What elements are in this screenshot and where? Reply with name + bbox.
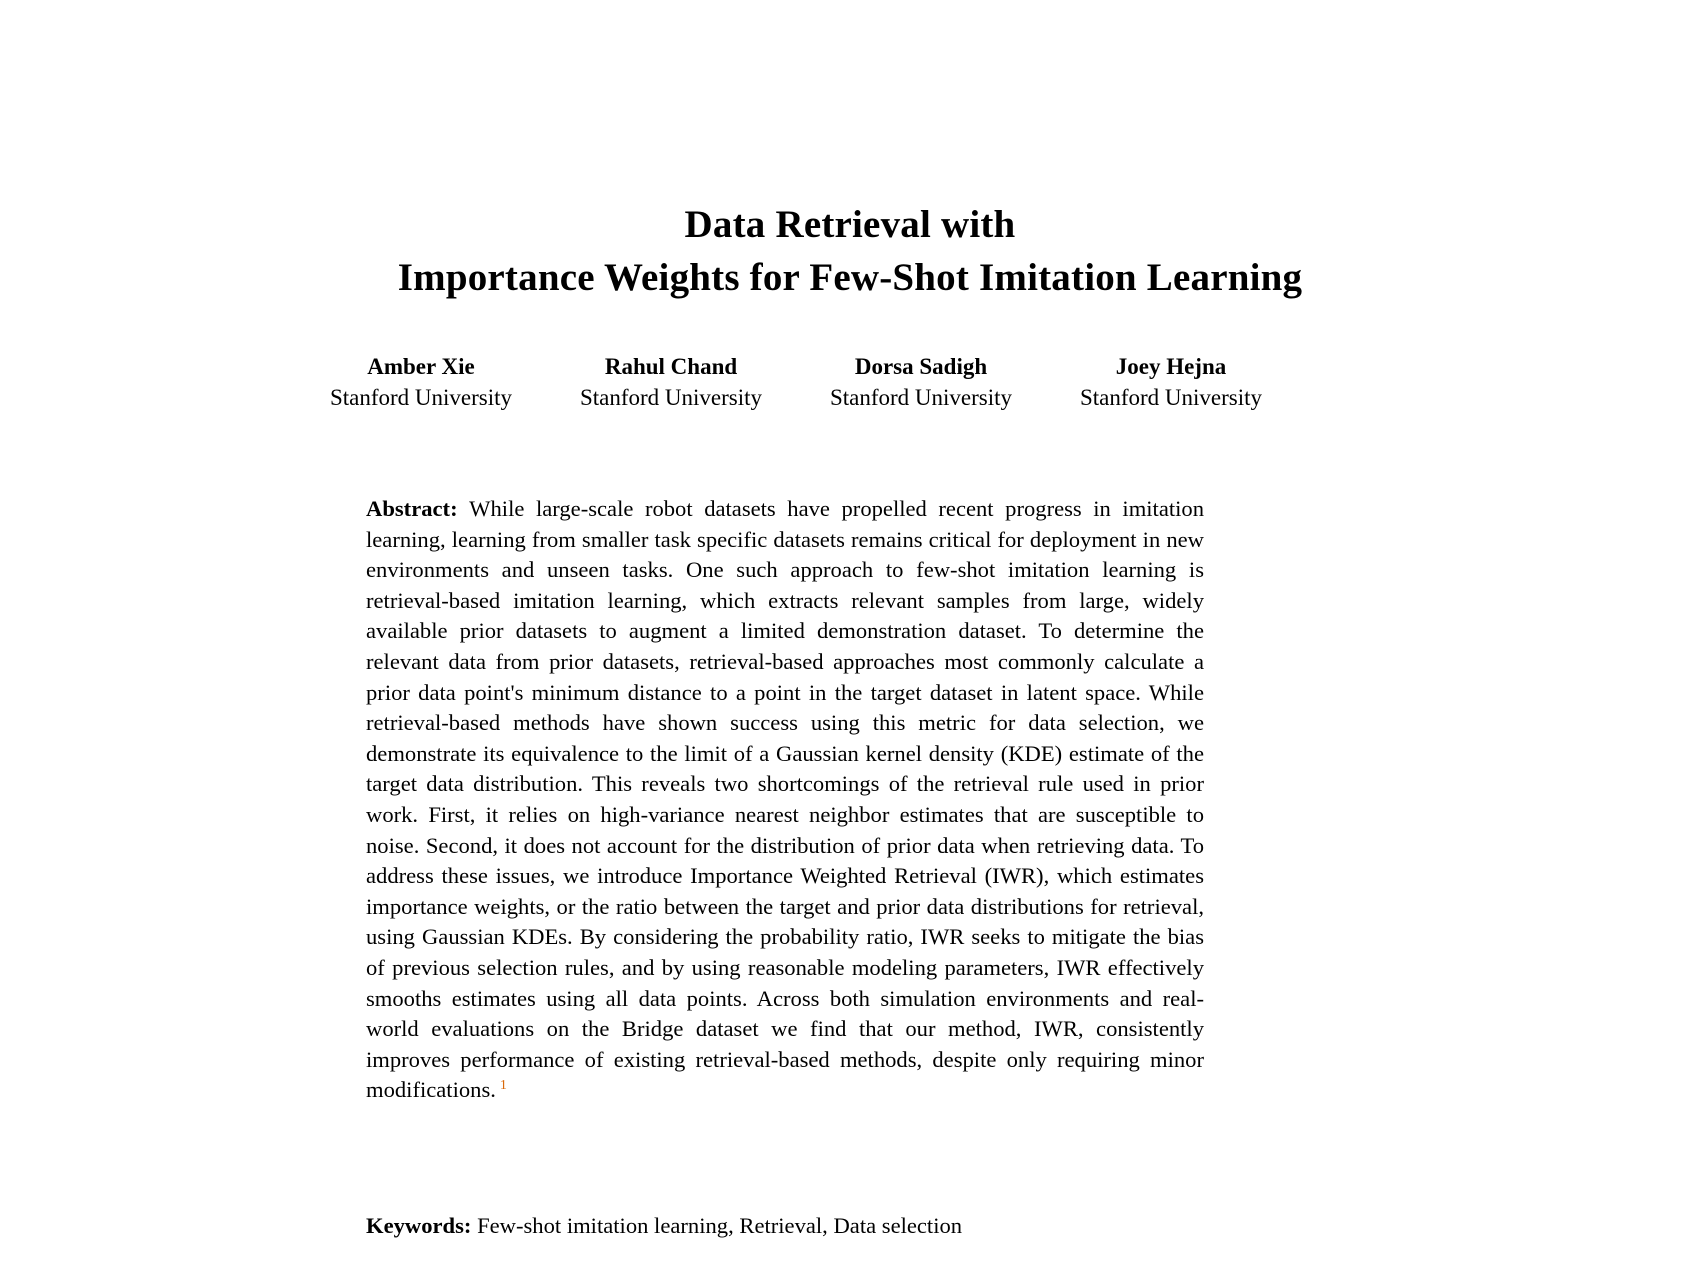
author-list (296, 352, 1296, 414)
author-name: Dorsa Sadigh (854, 354, 988, 379)
abstract-section (366, 494, 1204, 1106)
abstract-body: While large-scale robot datasets have propelled recent progress in imitation learning, learning from smaller task specific datasets remains critical for deployment in new environments and unseen tasks. One such approach to few-shot imitation learning is retrieval-based imitation learning, which extracts relevant samples from large, widely available prior datasets to augment a limited demonstration dataset. To determine the relevant data from prior datasets, retrieval-based approaches most commonly calculate a prior data point's minimum distance to a point in the target dataset in latent space. While retrieval-based methods have shown success using this metric for data selection, we demonstrate its equivalence to the limit of a Gaussian kernel density (KDE) estimate of the target data distribution. This reveals two shortcomings of the retrieval rule used in prior work. First, it relies on high-variance nearest neighbor estimates that are susceptible to noise. Second, it does not account for the distribution of prior data when retrieving data. To address these issues, we introduce Importance Weighted Retrieval (IWR), which estimates importance weights, or the ratio between the target and prior data distributions for retrieval, using Gaussian KDEs. By considering the probability ratio, IWR seeks to mitigate the bias of previous selection rules, and by using reasonable modeling parameters, IWR effectively smooths estimates using all data points. Across both simulation environments and real-world evaluations on the Bridge dataset we find that our method, IWR, consistently improves performance of existing retrieval-based methods, despite only requiring minor modifications. (366, 496, 1204, 1103)
author-entry (796, 352, 1046, 414)
author-affiliation: Stanford University (1079, 385, 1263, 410)
title-line-2: Importance Weights for Few-Shot Imitation Learning (397, 256, 1303, 299)
keywords-line (366, 1211, 1266, 1241)
footnote-marker[interactable]: 1 (499, 1077, 507, 1093)
title-line-1: Data Retrieval with (684, 203, 1016, 246)
author-affiliation: Stanford University (329, 385, 513, 410)
author-affiliation: Stanford University (579, 385, 763, 410)
abstract-label: Abstract: (366, 496, 470, 521)
keywords-value: Few-shot imitation learning, Retrieval, Data selection (477, 1213, 963, 1238)
author-entry (1046, 352, 1296, 414)
author-name: Joey Hejna (1115, 354, 1227, 379)
keywords-section (366, 1211, 1266, 1241)
abstract-paragraph (366, 494, 1204, 1106)
keywords-label: Keywords: (366, 1213, 478, 1238)
author-name: Amber Xie (367, 354, 475, 379)
author-entry (296, 352, 546, 414)
author-affiliation: Stanford University (829, 385, 1013, 410)
author-entry (546, 352, 796, 414)
author-name: Rahul Chand (604, 354, 738, 379)
page-title (0, 198, 1700, 304)
